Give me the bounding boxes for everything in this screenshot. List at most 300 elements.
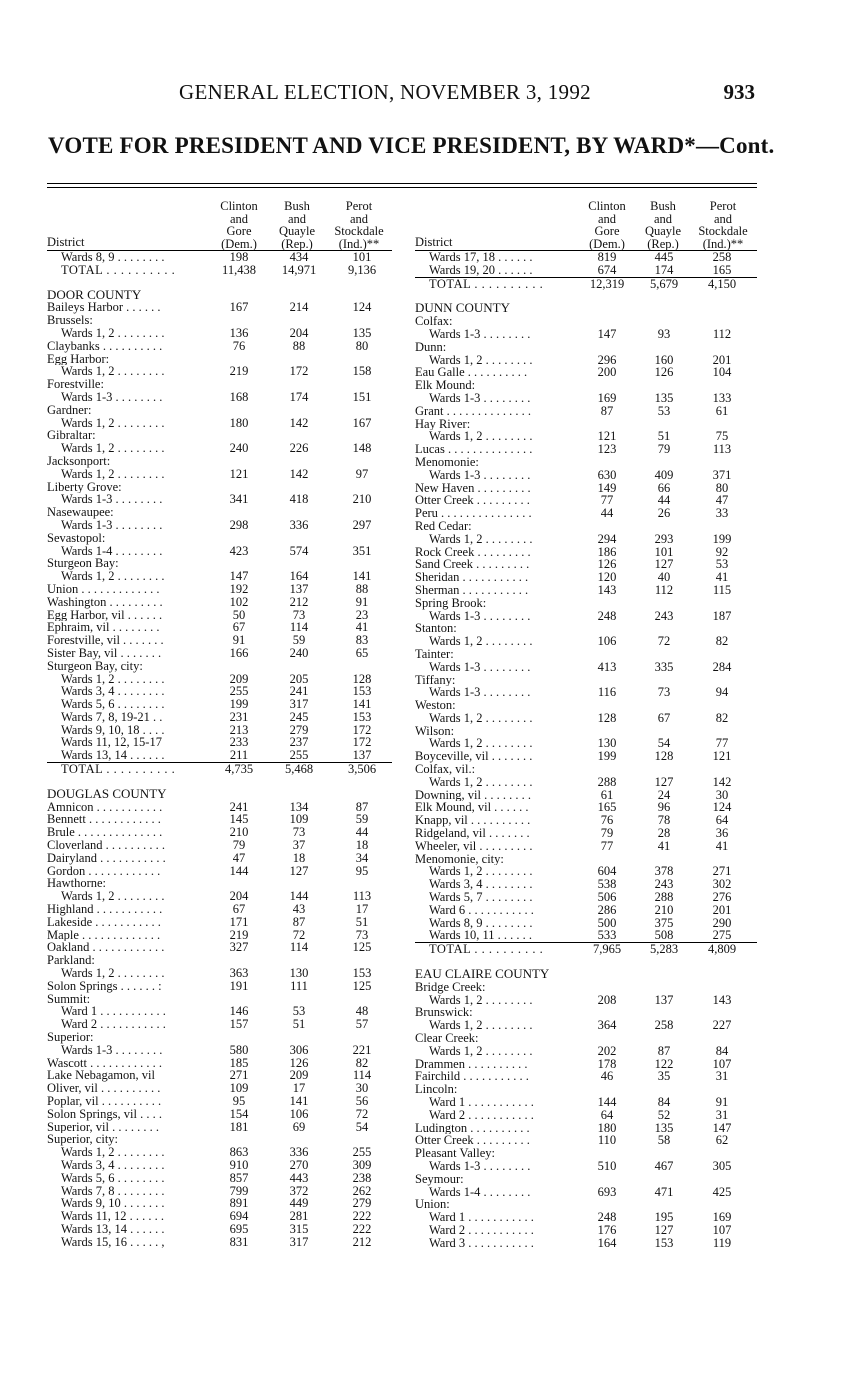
page-title: VOTE FOR PRESIDENT AND VICE PRESIDENT, BY WARD*—Cont.	[48, 133, 775, 158]
table-row	[47, 1236, 392, 1249]
district-name: Wards 13, 14 . . . . . .	[61, 749, 165, 763]
perot-stockdale-votes: 290	[712, 915, 732, 930]
perot-stockdale-votes: 153	[352, 966, 372, 981]
clinton-gore-votes: 219	[229, 364, 249, 379]
bush-quayle-votes: 449	[289, 1196, 309, 1211]
district-name: Nasewaupee:	[47, 506, 114, 519]
bush-quayle-votes: 84	[657, 1095, 671, 1109]
perot-stockdale-votes: 77	[715, 736, 729, 751]
table-row	[415, 264, 757, 278]
bush-quayle-votes: 210	[654, 902, 674, 917]
district-name: Wards 1-4 . . . . . . . .	[61, 544, 163, 558]
perot-stockdale-votes: 62	[715, 1133, 729, 1148]
table-row	[47, 583, 392, 596]
district-name: Lucas . . . . . . . . . . . . . .	[415, 443, 533, 456]
clinton-gore-votes: 116	[597, 685, 617, 700]
district-name: Wards 1, 2 . . . . . . . .	[61, 1146, 165, 1159]
clinton-gore-votes: 271	[229, 1068, 249, 1083]
table-row	[415, 1083, 757, 1096]
bush-quayle-votes: 471	[654, 1184, 674, 1199]
bush-quayle-votes: 126	[289, 1055, 309, 1070]
bush-quayle-votes: 174	[289, 389, 309, 404]
table-row	[47, 1108, 392, 1121]
district-name: Wards 1-3 . . . . . . . .	[61, 390, 163, 404]
district-name: Wilson:	[415, 724, 455, 738]
district-name: Elk Mound, vil . . . . . .	[415, 801, 529, 815]
bush-quayle-votes: 270	[289, 1157, 309, 1172]
bush-quayle-votes: 375	[654, 915, 674, 930]
clinton-gore-votes: 106	[597, 634, 617, 649]
clinton-gore-votes: 288	[597, 774, 617, 789]
table-row	[47, 493, 392, 506]
clinton-gore-votes: 144	[597, 1095, 617, 1109]
clinton-gore-votes: 580	[229, 1042, 249, 1057]
table-row	[415, 1186, 757, 1199]
county-heading	[47, 289, 392, 302]
clinton-gore-votes: 863	[229, 1145, 249, 1160]
clinton-gore-votes: 506	[597, 890, 617, 905]
perot-stockdale-votes: 4,150	[707, 276, 737, 291]
perot-stockdale-votes: 351	[352, 543, 372, 558]
district-name: Wards 1, 2 . . . . . . . .	[429, 430, 533, 444]
table-row	[47, 519, 392, 532]
perot-stockdale-votes: 221	[352, 1042, 372, 1057]
table-row	[47, 609, 392, 622]
clinton-gore-votes: 180	[597, 1120, 617, 1135]
table-row	[47, 749, 392, 762]
clinton-gore-votes: 50	[232, 607, 246, 622]
clinton-gore-votes: 241	[229, 799, 249, 814]
district-name: Wards 3, 4 . . . . . . . .	[429, 878, 533, 892]
clinton-gore-votes: 233	[229, 735, 249, 750]
district-name: Weston:	[415, 699, 456, 712]
clinton-gore-votes: 44	[600, 506, 614, 521]
table-row	[415, 776, 757, 789]
perot-stockdale-votes: 151	[352, 389, 372, 404]
perot-stockdale-votes: 255	[352, 1145, 372, 1160]
bush-quayle-votes: 135	[654, 1120, 674, 1135]
bush-quayle-votes: 245	[289, 709, 309, 724]
table-row	[47, 967, 392, 980]
bush-quayle-votes: 315	[289, 1221, 309, 1236]
clinton-gore-votes: 231	[229, 709, 249, 724]
table-row	[415, 648, 757, 661]
clinton-gore-votes: 248	[597, 608, 617, 623]
table-row	[47, 685, 392, 698]
perot-stockdale-votes: 48	[355, 1004, 369, 1019]
clinton-gore-votes: 910	[229, 1157, 249, 1172]
district-name: Bennett . . . . . . . . . . . .	[47, 813, 161, 827]
district-name: Wards 17, 18 . . . . . .	[429, 251, 533, 264]
bush-quayle-votes: 141	[289, 1094, 309, 1108]
bush-quayle-votes: 445	[654, 250, 674, 264]
table-row	[47, 1044, 392, 1057]
district-name: Sturgeon Bay:	[47, 557, 119, 571]
district-name: Wards 1, 2 . . . . . . . .	[61, 890, 165, 904]
bush-quayle-votes: 28	[657, 826, 671, 841]
clinton-gore-votes: 198	[229, 250, 249, 264]
perot-stockdale-votes: 258	[712, 250, 732, 264]
district-name: Highland . . . . . . . . . . .	[47, 903, 163, 916]
clinton-gore-votes: 76	[232, 338, 246, 353]
table-row	[415, 1006, 757, 1019]
district-name: Wards 1-3 . . . . . . . .	[429, 468, 531, 482]
header-district: District	[47, 235, 85, 249]
table-row	[47, 353, 392, 366]
perot-stockdale-votes: 141	[352, 697, 372, 712]
table-row	[415, 251, 757, 264]
clinton-gore-votes: 185	[229, 1055, 249, 1070]
bush-quayle-votes: 137	[289, 581, 309, 596]
district-name: Eau Galle . . . . . . . . . .	[415, 366, 528, 380]
table-row	[415, 661, 757, 674]
bush-quayle-votes: 293	[654, 531, 674, 546]
district-name: Summit:	[47, 992, 91, 1006]
table-row	[415, 801, 757, 814]
table-row	[415, 853, 757, 866]
perot-stockdale-votes: 133	[712, 390, 732, 405]
district-name: Union . . . . . . . . . . . . .	[47, 582, 160, 596]
table-row	[415, 865, 757, 878]
perot-stockdale-votes: 65	[355, 645, 369, 660]
perot-stockdale-votes: 124	[712, 800, 732, 815]
perot-stockdale-votes: 227	[712, 1018, 732, 1033]
perot-stockdale-votes: 95	[355, 863, 369, 878]
clinton-gore-votes: 248	[597, 1210, 617, 1225]
bush-quayle-votes: 467	[654, 1158, 674, 1173]
header-perot-stockdale: Perot and Stockdale (Ind.)**	[334, 199, 384, 251]
bush-quayle-votes: 109	[289, 812, 309, 827]
clinton-gore-votes: 121	[597, 429, 617, 444]
clinton-gore-votes: 95	[232, 1094, 246, 1108]
perot-stockdale-votes: 135	[352, 325, 372, 340]
row-spacer	[47, 776, 392, 788]
perot-stockdale-votes: 187	[712, 608, 732, 623]
district-name: Wards 15, 16 . . . . . ,	[61, 1235, 165, 1249]
bush-quayle-votes: 212	[289, 594, 309, 609]
right-column-table	[415, 194, 757, 1250]
table-row	[415, 635, 757, 648]
row-spacer	[415, 290, 757, 302]
table-row	[47, 877, 392, 890]
clinton-gore-votes: 77	[600, 838, 614, 853]
district-name: Ward 2 . . . . . . . . . . .	[429, 1223, 534, 1237]
perot-stockdale-votes: 107	[712, 1056, 732, 1071]
bush-quayle-votes: 53	[292, 1004, 306, 1019]
clinton-gore-votes: 120	[597, 570, 617, 585]
table-row	[415, 750, 757, 763]
perot-stockdale-votes: 101	[352, 250, 372, 264]
perot-stockdale-votes: 83	[355, 633, 369, 648]
district-name: Amnicon . . . . . . . . . . .	[47, 800, 163, 814]
clinton-gore-votes: 500	[597, 915, 617, 930]
district-name: TOTAL . . . . . . . . . .	[429, 277, 544, 291]
clinton-gore-votes: 102	[229, 594, 249, 609]
table-row	[47, 417, 392, 430]
running-header	[0, 80, 859, 110]
table-row	[415, 1122, 757, 1135]
district-name: Forestville, vil . . . . . . .	[47, 634, 164, 647]
table-row	[415, 533, 757, 546]
perot-stockdale-votes: 199	[712, 531, 732, 546]
bush-quayle-votes: 153	[654, 1235, 674, 1250]
district-name: Grant . . . . . . . . . . . . . .	[415, 404, 531, 418]
clinton-gore-votes: 695	[229, 1221, 249, 1236]
clinton-gore-votes: 533	[597, 928, 617, 943]
bush-quayle-votes: 243	[654, 608, 674, 623]
bush-quayle-votes: 79	[657, 442, 671, 457]
table-row	[47, 865, 392, 878]
table-row	[415, 1070, 757, 1083]
district-name: Wards 8, 9 . . . . . . . .	[429, 916, 533, 930]
table-row	[415, 315, 757, 328]
perot-stockdale-votes: 57	[355, 1017, 369, 1032]
table-row	[415, 1224, 757, 1237]
perot-stockdale-votes: 115	[712, 582, 732, 597]
clinton-gore-votes: 204	[229, 889, 249, 904]
district-name: Ward 1 . . . . . . . . . . .	[429, 1211, 534, 1224]
clinton-gore-votes: 286	[597, 902, 617, 917]
district-name: Wards 5, 7 . . . . . . . .	[429, 891, 533, 904]
district-name: Sturgeon Bay, city:	[47, 659, 143, 673]
perot-stockdale-votes: 54	[355, 1119, 369, 1134]
clinton-gore-votes: 46	[600, 1069, 614, 1084]
district-name: Brunswick:	[415, 1006, 473, 1020]
perot-stockdale-votes: 121	[712, 749, 732, 764]
bush-quayle-votes: 226	[289, 441, 309, 456]
district-name: Ludington . . . . . . . . . .	[415, 1121, 530, 1135]
perot-stockdale-votes: 84	[715, 1043, 729, 1058]
bush-quayle-votes: 59	[292, 633, 306, 648]
clinton-gore-votes: 143	[597, 582, 617, 597]
bush-quayle-votes: 205	[289, 671, 309, 686]
bush-quayle-votes: 378	[654, 864, 674, 879]
perot-stockdale-votes: 172	[352, 735, 372, 750]
bush-quayle-votes: 26	[657, 506, 671, 521]
total-row	[47, 264, 392, 277]
clinton-gore-votes: 64	[600, 1107, 614, 1122]
bush-quayle-votes: 43	[292, 902, 306, 917]
clinton-gore-votes: 109	[229, 1081, 249, 1096]
bush-quayle-votes: 106	[289, 1106, 309, 1121]
perot-stockdale-votes: 59	[355, 812, 369, 827]
district-name: Wards 11, 12, 15-17	[61, 736, 162, 750]
bush-quayle-votes: 18	[292, 850, 306, 865]
table-row	[415, 392, 757, 405]
clinton-gore-votes: 145	[229, 812, 249, 827]
bush-quayle-votes: 5,283	[649, 942, 679, 957]
district-name: Wards 1-3 . . . . . . . .	[429, 686, 531, 700]
clinton-gore-votes: 76	[600, 813, 614, 828]
clinton-gore-votes: 219	[229, 927, 249, 942]
table-row	[415, 1147, 757, 1160]
district-name: Superior, city:	[47, 1133, 119, 1147]
table-row	[47, 826, 392, 839]
district-name: Wards 1-3 . . . . . . . .	[61, 518, 163, 532]
table-row	[47, 1082, 392, 1095]
table-row	[47, 711, 392, 724]
table-row	[47, 1057, 392, 1070]
district-name: EAU CLAIRE COUNTY	[415, 968, 550, 981]
table-row	[47, 545, 392, 558]
clinton-gore-votes: 128	[597, 710, 617, 725]
table-row	[415, 366, 757, 379]
table-row	[415, 878, 757, 891]
table-row	[47, 570, 392, 583]
clinton-gore-votes: 211	[229, 748, 249, 763]
district-name: Wards 1-3 . . . . . . . .	[429, 391, 531, 405]
bush-quayle-votes: 336	[289, 517, 309, 532]
perot-stockdale-votes: 167	[352, 415, 372, 430]
perot-stockdale-votes: 425	[712, 1184, 732, 1199]
clinton-gore-votes: 186	[597, 544, 617, 559]
clinton-gore-votes: 192	[229, 581, 249, 596]
table-row	[47, 557, 392, 570]
district-name: Dairyland . . . . . . . . . . .	[47, 851, 166, 865]
district-name: TOTAL . . . . . . . . . .	[61, 263, 176, 277]
bush-quayle-votes: 306	[289, 1042, 309, 1057]
perot-stockdale-votes: 64	[715, 813, 729, 828]
district-name: Otter Creek . . . . . . . . .	[415, 494, 530, 508]
perot-stockdale-votes: 271	[712, 864, 732, 879]
table-row	[415, 827, 757, 840]
page-number: 933	[723, 80, 755, 104]
perot-stockdale-votes: 128	[352, 671, 372, 686]
table-row	[47, 391, 392, 404]
bush-quayle-votes: 53	[657, 403, 671, 418]
perot-stockdale-votes: 47	[715, 493, 729, 508]
clinton-gore-votes: 693	[597, 1184, 617, 1199]
table-row	[415, 584, 757, 597]
district-name: Red Cedar:	[415, 519, 472, 533]
bush-quayle-votes: 112	[654, 582, 674, 597]
perot-stockdale-votes: 309	[352, 1157, 372, 1172]
bush-quayle-votes: 52	[657, 1107, 671, 1122]
bush-quayle-votes: 214	[289, 300, 309, 315]
header-clinton-gore: Clinton and Gore (Dem.)	[588, 199, 626, 251]
table-row	[47, 442, 392, 455]
district-name: Sister Bay, vil . . . . . . .	[47, 646, 162, 660]
table-row	[415, 571, 757, 584]
table-row	[415, 469, 757, 482]
perot-stockdale-votes: 33	[715, 506, 729, 521]
table-row	[415, 929, 757, 943]
clinton-gore-votes: 694	[229, 1209, 249, 1224]
perot-stockdale-votes: 305	[712, 1158, 732, 1173]
table-row	[415, 610, 757, 623]
district-name: Wards 1, 2 . . . . . . . .	[61, 416, 165, 430]
table-row	[415, 418, 757, 431]
bush-quayle-votes: 58	[657, 1133, 671, 1148]
bush-quayle-votes: 508	[654, 928, 674, 943]
table-row	[415, 904, 757, 917]
bush-quayle-votes: 41	[657, 838, 671, 853]
table-row	[415, 546, 757, 559]
perot-stockdale-votes: 30	[715, 787, 729, 802]
clinton-gore-votes: 67	[232, 902, 246, 917]
district-name: Tainter:	[415, 647, 454, 661]
table-row	[47, 954, 392, 967]
clinton-gore-votes: 4,735	[224, 762, 254, 777]
bush-quayle-votes: 164	[289, 569, 309, 584]
district-name: Stanton:	[415, 622, 457, 636]
bush-quayle-votes: 281	[289, 1209, 309, 1224]
perot-stockdale-votes: 141	[352, 569, 372, 584]
clinton-gore-votes: 147	[229, 569, 249, 584]
clinton-gore-votes: 209	[229, 671, 249, 686]
perot-stockdale-votes: 371	[712, 467, 732, 482]
table-row	[47, 929, 392, 942]
perot-stockdale-votes: 297	[352, 517, 372, 532]
table-row	[47, 1018, 392, 1031]
clinton-gore-votes: 210	[229, 825, 249, 840]
bush-quayle-votes: 14,971	[281, 262, 317, 277]
bush-quayle-votes: 72	[657, 634, 671, 649]
bush-quayle-votes: 51	[292, 1017, 306, 1032]
column-header	[47, 194, 392, 251]
table-row	[47, 621, 392, 634]
district-name: Wards 5, 6 . . . . . . . .	[61, 1171, 165, 1185]
table-row	[415, 443, 757, 456]
row-spacer	[47, 277, 392, 289]
clinton-gore-votes: 240	[229, 441, 249, 456]
bush-quayle-votes: 240	[289, 645, 309, 660]
district-name: Wards 1, 2 . . . . . . . .	[429, 1019, 533, 1033]
header-clinton-gore: Clinton and Gore (Dem.)	[220, 199, 258, 251]
table-row	[415, 597, 757, 610]
bush-quayle-votes: 317	[289, 1234, 309, 1249]
district-name: Maple . . . . . . . . . . . . .	[47, 928, 161, 942]
clinton-gore-votes: 144	[229, 863, 249, 878]
table-row	[47, 327, 392, 340]
clinton-gore-votes: 171	[229, 914, 249, 929]
district-name: Wards 1, 2 . . . . . . . .	[429, 865, 533, 879]
district-name: Downing, vil . . . . . . . .	[415, 788, 531, 802]
district-name: Union:	[415, 1198, 450, 1212]
perot-stockdale-votes: 104	[712, 365, 732, 380]
bush-quayle-votes: 5,468	[284, 762, 314, 777]
total-row	[47, 762, 392, 776]
bush-quayle-votes: 443	[289, 1170, 309, 1185]
header-bush-quayle: Bush and Quayle (Rep.)	[644, 199, 682, 251]
district-name: Wards 1, 2 . . . . . . . .	[61, 672, 165, 686]
table-row	[47, 660, 392, 673]
clinton-gore-votes: 164	[597, 1235, 617, 1250]
perot-stockdale-votes: 172	[352, 722, 372, 737]
table-row	[415, 712, 757, 725]
bush-quayle-votes: 144	[289, 889, 309, 904]
perot-stockdale-votes: 153	[352, 709, 372, 724]
perot-stockdale-votes: 44	[355, 825, 369, 840]
bush-quayle-votes: 135	[654, 390, 674, 405]
district-name: Wheeler, vil . . . . . . . . .	[415, 839, 533, 853]
header-perot-stockdale: Perot and Stockdale (Ind.)**	[698, 199, 748, 251]
district-name: Elk Mound:	[415, 379, 476, 392]
table-row	[47, 1197, 392, 1210]
district-name: Bridge Creek:	[415, 980, 486, 994]
table-row	[47, 980, 392, 993]
clinton-gore-votes: 363	[229, 966, 249, 981]
district-name: Liberty Grove:	[47, 480, 122, 494]
bush-quayle-votes: 127	[654, 774, 674, 789]
table-row	[47, 941, 392, 954]
district-name: Lincoln:	[415, 1083, 458, 1096]
district-name: Wards 1-4 . . . . . . . .	[429, 1185, 531, 1199]
district-name: Lakeside . . . . . . . . . . .	[47, 915, 161, 929]
district-name: Menomonie:	[415, 455, 479, 469]
district-name: Sevastopol:	[47, 531, 106, 545]
perot-stockdale-votes: 56	[355, 1094, 369, 1108]
